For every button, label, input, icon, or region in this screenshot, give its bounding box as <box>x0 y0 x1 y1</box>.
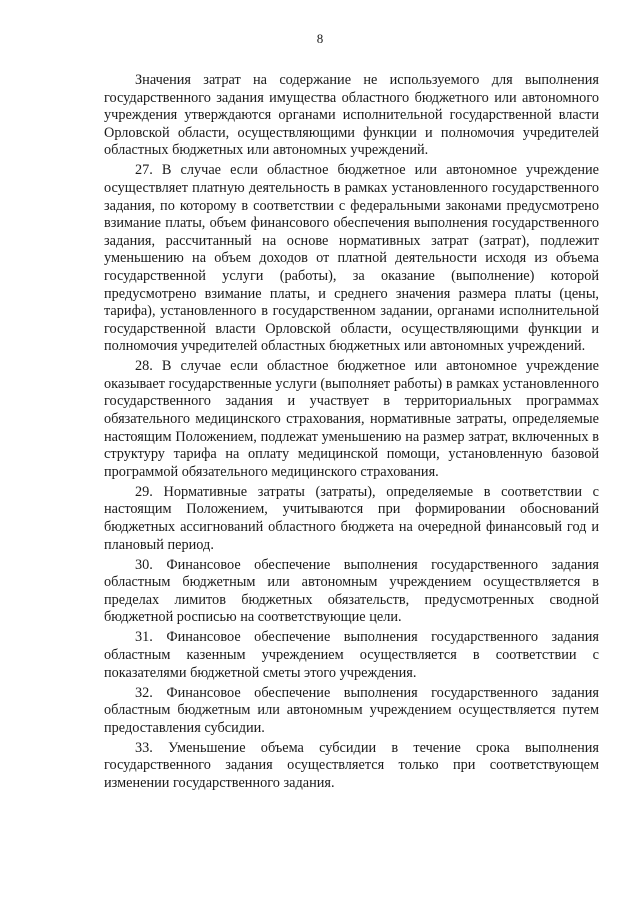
paragraph-33: 33. Уменьшение объема субсидии в течение срока выполнения государственного задания осуществляется только при соответствующем изменении государственного задания. <box>104 739 599 791</box>
paragraph-continuation: Значения затрат на содержание не используемого для выполнения государственного задания имущества областного бюджетного или автономного учреждения утверждаются органами исполнительной государственной власти Орловской области, осуществляющими функции и полномочия учредителей областных бюджетных или автономных учреждений. <box>104 72 599 159</box>
paragraph-27: 27. В случае если областное бюджетное или автономное учреждение осуществляет платную деятельность в рамках установленного государственного задания, по которому в соответствии с федеральными законами предусмотрено взимание платы, объем финансового обеспечения выполнения государственного задания, рассчитанный на основе нормативных затрат (затрат), подлежит уменьшению на объем доходов от платной деятельности исходя из объема государственной услуги (работы), за оказание (выполнение) которой предусмотрено взимание платы, и среднего значения размера платы (цены, тарифа), установленного в государственном задании, органами исполнительной государственной власти Орловской области, осуществляющими функции и полномочия учредителей областных бюджетных или автономных учреждений. <box>104 162 599 355</box>
page-number: 8 <box>316 31 324 46</box>
paragraph-28: 28. В случае если областное бюджетное или автономное учреждение оказывает государственные услуги (выполняет работы) в рамках установленного государственного задания и участвует в территориальных программах обязательного медицинского страхования, нормативные затраты, определяемые настоящим Положением, подлежат уменьшению на размер затрат, включенных в структуру тарифа на оплату медицинской помощи, установленную базовой программой обязательного медицинского страхования. <box>104 358 599 480</box>
paragraph-31: 31. Финансовое обеспечение выполнения государственного задания областным казенным учреждением осуществляется в соответствии с показателями бюджетной сметы этого учреждения. <box>104 629 599 681</box>
paragraph-30: 30. Финансовое обеспечение выполнения государственного задания областным бюджетным или автономным учреждением осуществляется в пределах лимитов бюджетных обязательств, предусмотренных сводной бюджетной росписью на соответствующие цели. <box>104 556 599 626</box>
paragraph-32: 32. Финансовое обеспечение выполнения государственного задания областным бюджетным или автономным учреждением осуществляется путем предоставления субсидии. <box>104 684 599 736</box>
paragraph-29: 29. Нормативные затраты (затраты), определяемые в соответствии с настоящим Положением, учитываются при формировании обоснований бюджетных ассигнований областного бюджета на очередной финансовый год и плановый период. <box>104 483 599 553</box>
document-body <box>104 72 599 795</box>
